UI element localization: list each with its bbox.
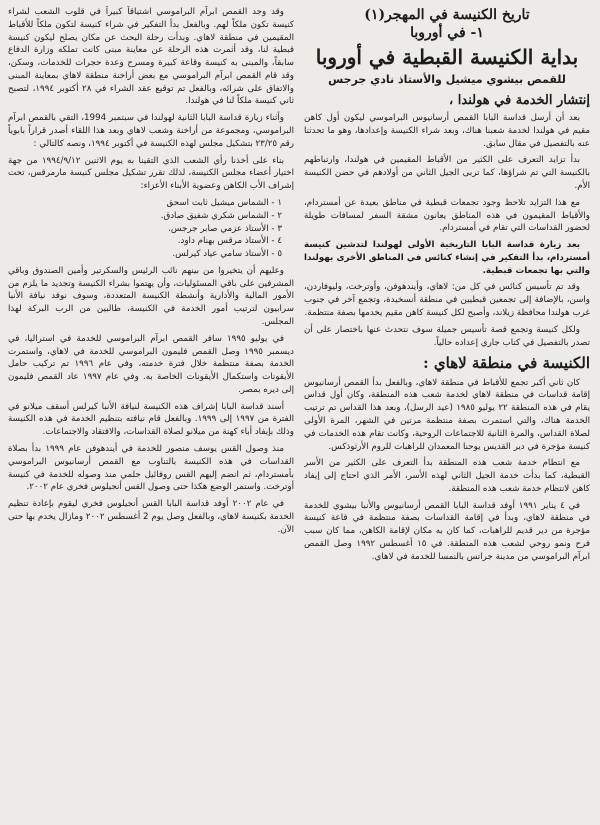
paragraph: بناء على أخذنا رأي الشعب الذي التقينا به يوم الاثنين ١٩٩٤/٩/١٢ من جهة اختيار أعضاء مجلس الكنيسة، لذلك تقرر تشكيل مجلس كنيسة مارمرقس، تحت إشراف الأب الكاهن وعضوية الأبناء الأعزاء: [8,155,294,192]
paragraph: ولكل كنيسة وتجمع قصة تأسيس جميلة سوف نتحدث عنها باختصار على أن تصدر بالتفصيل في كتاب جاري إعداده حالياً. [304,324,590,348]
paragraph: منذ وصول القس يوسف منصور للخدمة في أيندهوفن عام ١٩٩٩ بدأ بصلاة القداسات في هذه الكنيسة بالتناوب مع القمص أرسانيوس البراموسي بأمستردام، ثم انضم إليهم القس روفائيل حلمي منذ وصوله للخدمة في كنيسة أوترخت. واستمر الوضع هكذا حتى وصول القس أنجيلوس فخري عام ٢٠٠٢. [8,444,294,493]
list-item: ٤ - الأستاذ مرقس بهنام داود. [177,236,282,247]
list-item: ٢ - الشماس شكري شفيق صادق. [160,210,282,221]
paragraph: كان ثاني أكبر تجمع للأقباط في منطقة لاهاي، وبالفعل بدأ القمص أرسانيوس إقامة قداسات في منطقة لاهاي لخدمة شعب هذه المنطقة، وكان أول قداس يقام في هذه المنطقة ٢٢ يوليو ١٩٨٥ (عيد الرسل)، وبعد هذا القداس تم ترتيب الخدمة هناك، والتي استمرت بصفة منتظمة مرتين في الشهر، المرة الأولى لصلاة القداس، والمرة الثانية للاجتماعات الروحية، وكانت تقام هذه الخدمات في كنيسة مؤجرة في دير القديس يوحنا المعمدان للراهبات للروم الأرثوذكس. [304,377,590,452]
list-item: ٣ - الأستاذ عزمي صابر جرجس. [168,223,282,234]
article-title: بداية الكنيسة القبطية في أوروبا [315,45,579,70]
paragraph: بعد أن أرسل قداسة البابا القمص أرسانيوس البراموسي ليكون أول كاهن مقيم في هولندا لخدمة شعبنا هناك، وبعد شراء الكنيسة وإعدادها، وهو ما تحدثنا عنه بالتفصيل في مقال سابق. [304,113,590,149]
council-members-list [8,197,282,261]
list-item: ١ - الشماس ميشيل ثابت اسحق [166,197,282,208]
paragraph: وقد تم تأسيس كنائس في كل من: لاهاي، وأيندهوفن، وأوترخت، وليوفاردن، واسن، بالإضافة إلى تجمعين قبطيين في منطقة أنسخيدة، وتجمع آخر في جنوب غرب هولندا محافظة زيلاند، وأصبح لكل كنيسة كاهن مقيم يخدمها بصفة منتظمة. [304,282,590,319]
paragraph: في يوليو ١٩٩٥ سافر القمص ابرآم البراموسي للخدمة في استراليا، في ديسمبر ١٩٩٥ وصل القمص فليمون البراموسي للخدمة في لاهاي، واستمرت الخدمة بصفة منتظمة خلال فترة خدمته، وفي عام ١٩٩٦ تم تركيب حامل الأيقونات واستكمال الأيقونات الخاصة به. وفي عام ١٩٩٧ عاد القمص فليمون إلى ديره بمصر. [8,333,294,395]
paragraph: مع انتظام خدمة شعب هذه المنطقة بدأ التعرف على الكثير من الأسر القبطية، كما بدأت خدمة الجيل الثاني لهذه الأسر، الأمر الذي احتاج إلى إيفاد كاهن لانتظام خدمة شعب هذه المنطقة. [304,458,590,494]
article-header [304,6,590,89]
byline: للقمص بيشوي ميشيل والأستاذ نادي جرجس [328,73,566,87]
bold-paragraph: بعد زيارة قداسة البابا التاريخية الأولى لهولندا لتدشين كنيسة أمستردام، بدأ التفكير في إنشاء كنائس في المناطق الأخرى بهولندا والتي بها تجمعات قبطية. [304,240,590,276]
paragraph: وقد وجد القمص ابرآم البراموسي اشتياقاً كبيراً في قلوب الشعب لشراء كنيسة تكون ملكاً لهم. وبالفعل بدأ التفكير في شراء كنيسة لتكون ملكاً للأقباط المقيمين في منطقة لاهاي. وبدأت رحلة البحث عن مكان يصلح ليكون كنيسة قبطية لنا، وقد أثمرت هذه الرحلة عن معاينة مبنى كانت تملكه وزارة الدفاع سابقاً، والمبنى به كنيسة وقاعة كبيرة ومسرح وعدة حجرات للخدمات، وسكن، وقد قام القمص ابرآم البراموسي مع بعض أراخنة منطقة لاهاي بمعاينة المبنى والاتفاق على شرائه، وبالفعل تم توقيع عقد الشراء في ٢٨ أكتوبر ١٩٩٤، لتصبح ثاني كنيسة ملكاً لنا في هولندا. [8,7,294,107]
left-column [8,6,294,819]
paragraph: مع هذا التزايد تلاحظ وجود تجمعات قبطية في مناطق بعيدة عن أمستردام، والأقباط المقيمون في هذه المناطق يعانون مشقة السفر لمسافات طويلة لحضور القداسات التي تقام في أمستردام. [304,197,590,234]
paragraph: أسند قداسة البابا إشراف هذه الكنيسة لنيافة الأنبا كيرلس أسقف ميلانو في الفترة من ١٩٩٧ إلى ١٩٩٩. وبالفعل قام نيافته بتنظيم الخدمة في هذه الكنيسة وذلك بإيفاد أباء كهنة من ميلانو لصلاة القداسات، والافتقاد والاجتماعات. [8,401,294,438]
paragraph: وعليهم أن يتخيروا من بينهم نائب الرئيس والسكرتير وأمين الصندوق وباقي المشرفين على باقي المسئوليات، وأن يهتموا بشراء الكنيسة وتجديد ما يلزم من الأمور المالية والأدارية وأنشطة الكنيسة المتعددة، وسوف نوفد نيافة الأنبا سرابيون لترتيب أمور الخدمة في الكنيسة، طالبين من الرب البركة لهذا المجلس. [8,265,294,327]
section-heading-the-hague: الكنيسة في منطقة لاهاي : [423,354,590,373]
list-item: ٥ - الأستاذ سامي عياد كيرلس. [172,249,282,260]
section-heading-netherlands: إنتشار الخدمة في هولندا ، [449,92,590,108]
series-title: تاريخ الكنيسة في المهجر(١) [364,7,530,23]
paragraph: وأثناء زيارة قداسة البابا الثانية لهولندا في سبتمبر 1994، التقي بالقمص ابرآم البراموسي، ومجموعة من أراخنة وشعب لاهاي وبعد هذا اللقاء أصدر قراراً بابوياً رقم ٢٣/٢٥ بتشكيل مجلس لهذه الكنيسة في أكتوبر ١٩٩٤، ونصه كالتالي : [8,113,294,149]
series-subtitle: ١- في أوروبا [410,25,484,42]
paragraph: في عام ٢٠٠٢ أوفد قداسة البابا القس أنجيلوس فخري ليقوم بإعادة تنظيم الخدمة بكنيسة لاهاي، وبالفعل وصل يوم 2 أغسطس ٢٠٠٢ ومازال يخدم بها حتى الآن. [8,499,294,535]
two-column-layout [8,6,590,819]
paragraph: في ٤ يناير ١٩٩١ أوفد قداسة البابا القمص أرسانيوس والأنبا بيشوي للخدمة في منطقة لاهاي، وبدأ في إقامة القداسات بصفة منتظمة في قاعة كنيسة مؤجرة من دير قديم للراهبات، كما كان به مكان لإقامة الكاهن، مما كان سبب فرح ونمو روحي لشعب هذه المنطقة. في ١٥ أغسطس ١٩٩٢ وصل القمص ابرآم البراموسي من مدينة جراتس بالنمسا للخدمة في لاهاي. [304,500,590,562]
right-column [304,6,590,819]
paragraph: بدأ تزايد التعرف على الكثير من الأقباط المقيمين في هولندا، وارتباطهم بالكنيسة التي تم شراؤها، كما تربى الجيل الثاني من أولادهم في حضن الكنيسة الأم. [304,155,590,191]
